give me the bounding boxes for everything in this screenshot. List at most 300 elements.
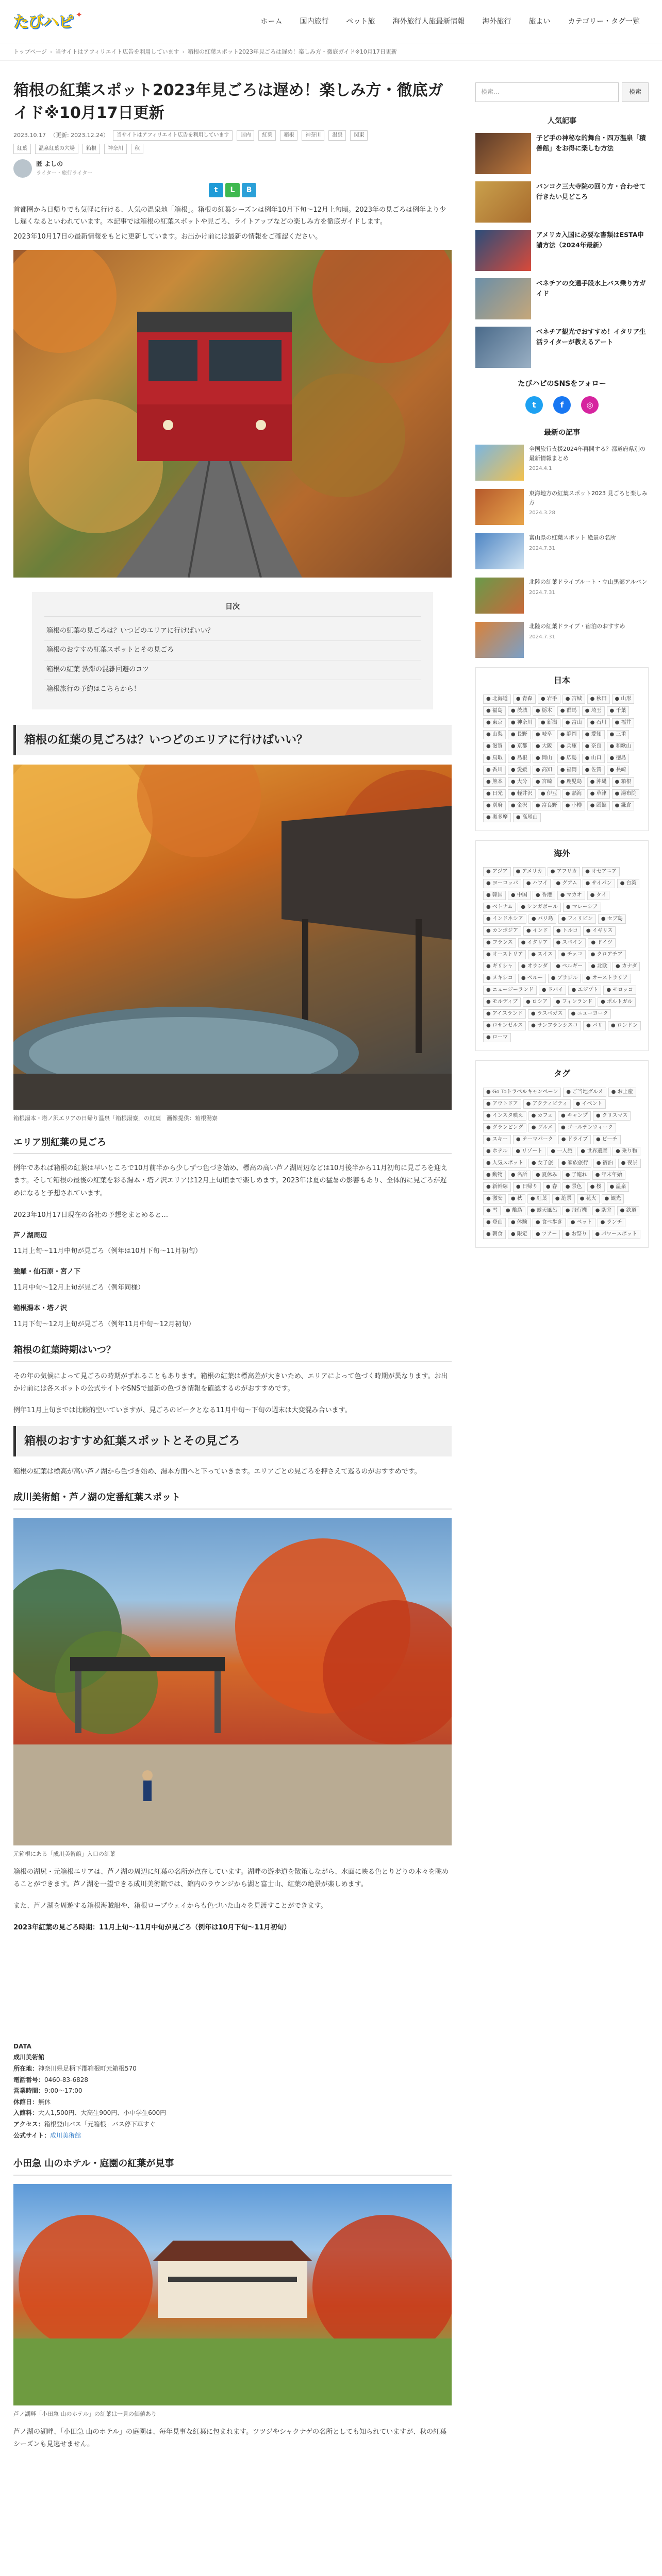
tag-link[interactable]: ● 広島 (557, 754, 580, 763)
tag-link[interactable]: ● シンガポール (518, 903, 560, 912)
tag-link[interactable]: ● 熱海 (562, 789, 585, 799)
tag-link[interactable]: ● 限定 (508, 1230, 531, 1239)
tag-chip[interactable]: 秋 (131, 144, 143, 154)
popular-item[interactable] (475, 181, 649, 223)
new-item[interactable] (475, 489, 649, 525)
breadcrumb-sep: › (50, 48, 53, 55)
toc-item[interactable]: 箱根の紅葉 渋滞の混雑回避のコツ (44, 660, 421, 680)
tag-link[interactable]: ● 山形 (612, 694, 635, 704)
paragraph: 例年11月上旬までは比較的空いていますが、見ごろのピークとなる11月中旬〜下旬の週末は大変混み合います。 (13, 1406, 352, 1415)
tag-link[interactable]: ● 新潟 (538, 718, 560, 727)
sns-title: たびハピのSNSをフォロー (518, 380, 606, 388)
toc-item[interactable]: 箱根のおすすめ紅葉スポットとその見ごろ (44, 641, 421, 660)
tag-link[interactable]: ● 高知 (533, 766, 555, 775)
subsection-heading: 小田急 山のホテル・庭園の紅葉が見事 (13, 2157, 452, 2176)
tag-link[interactable]: ● 軽井沢 (508, 789, 536, 799)
share-buttons (13, 183, 452, 197)
tag-link[interactable]: ● アイスランド (483, 1009, 526, 1019)
tag-link[interactable]: ● インスタ映え (483, 1111, 526, 1121)
photo-museum (13, 1518, 452, 1845)
popular-thumb (475, 133, 531, 174)
new-item-date: 2024.7.31 (529, 545, 555, 551)
tag-chip[interactable]: 温泉紅葉の穴場 (35, 144, 78, 154)
tag-link[interactable]: ● 家族旅行 (558, 1159, 591, 1168)
toc-item[interactable]: 箱根旅行の予約はこちらから！ (46, 685, 141, 693)
nav-tabiyoi[interactable]: 旅よい (528, 17, 551, 26)
tag-link[interactable]: ● 子連れ (562, 1171, 590, 1180)
data-row: 休館日：無休 (13, 2098, 51, 2106)
tag-link[interactable]: ● 湯布院 (612, 789, 640, 799)
paragraph: 2023年10月17日現在の各社の予想をまとめると… (13, 1211, 169, 1219)
tag-chip[interactable]: 箱根 (280, 130, 297, 141)
tag-link[interactable]: ● アジア (483, 867, 511, 876)
new-item[interactable] (475, 445, 649, 481)
tag-link[interactable]: ● 年末年始 (592, 1171, 625, 1180)
nav-pet[interactable]: ペット旅 (346, 17, 375, 26)
paragraph: 箱根の紅葉は標高が高い芦ノ湖から色づき始め、湯本方面へと下っていきます。エリアごとの見ごろを押さえて巡るのがおすすめです。 (13, 1468, 421, 1476)
tag-link[interactable]: ● 桜 (587, 1182, 605, 1192)
tag-link[interactable]: ● 雪 (483, 1206, 501, 1215)
tag-link[interactable]: ● ニュージーランド (483, 986, 537, 995)
official-site-link[interactable]: 成川美術館 (50, 2131, 81, 2139)
breadcrumb-current: 箱根の紅葉スポット2023年見ごろは遅め！楽しみ方・徹底ガイド※10月17日更新 (187, 48, 397, 55)
new-thumb (475, 533, 524, 569)
tag-link[interactable]: ● 岡山 (533, 754, 555, 763)
tag-link[interactable]: ● 佐賀 (582, 766, 605, 775)
post-tags-row2 (13, 144, 452, 154)
tag-link[interactable]: ● ランチ (598, 1218, 625, 1227)
popular-thumb (475, 181, 531, 223)
tag-link[interactable]: ● ツアー (533, 1230, 560, 1239)
tag-link[interactable]: ● ご当地グルメ (563, 1088, 606, 1097)
tag-link[interactable]: ● 日光 (483, 789, 506, 799)
popular-item[interactable] (475, 327, 649, 368)
tag-link[interactable]: ● 草津 (587, 789, 610, 799)
tag-link[interactable]: ● カナダ (613, 962, 640, 971)
tag-link[interactable]: ● 花火 (577, 1194, 600, 1204)
tag-link[interactable]: ● 朝食 (483, 1230, 506, 1239)
tag-link[interactable]: ● 鎌倉 (612, 801, 635, 810)
share-twitter-icon[interactable]: t (209, 183, 223, 197)
tag-link[interactable]: ● イベント (573, 1099, 606, 1109)
tag-link[interactable]: ● マレーシア (563, 903, 601, 912)
breadcrumb-item[interactable]: 当サイトはアフィリエイト広告を利用しています (55, 48, 179, 55)
tag-link[interactable]: ● マカオ (557, 891, 585, 900)
search-button[interactable]: 検索 (622, 82, 649, 102)
tag-link[interactable]: ● 露天風呂 (527, 1206, 560, 1215)
nav-categories[interactable]: カテゴリー・タグ一覧 (568, 17, 640, 26)
tag-link[interactable]: ● 小樽 (562, 801, 585, 810)
tag-chip[interactable]: 神奈川 (104, 144, 127, 154)
popular-item-title[interactable]: 子ど手の神秘な的舞台・四万温泉「積善館」をお得に楽しむ方法 (536, 134, 646, 152)
tag-link[interactable]: ● グルメ (528, 1123, 556, 1132)
tag-link[interactable]: ● 宮崎 (533, 777, 555, 787)
author-name[interactable]: 匿 よしの (36, 160, 63, 168)
tag-link[interactable]: ● ロンドン (608, 1021, 641, 1030)
tag-link[interactable]: ● 長野 (508, 730, 531, 739)
tag-link[interactable]: ● 春 (543, 1182, 560, 1192)
tag-link[interactable]: ● チェコ (558, 950, 586, 959)
tag-link[interactable]: ● 群馬 (557, 706, 580, 716)
logo-star-icon: ✦ (75, 9, 82, 20)
twitter-icon[interactable]: t (525, 396, 543, 414)
tag-link[interactable]: ● ベルギー (553, 962, 586, 971)
breadcrumb-home[interactable]: トップページ (13, 48, 47, 55)
new-item-date: 2024.4.1 (529, 466, 552, 472)
tag-link[interactable]: ● インド (523, 926, 551, 936)
tag-link[interactable]: ● パリ (583, 1021, 606, 1030)
share-hatena-icon[interactable]: B (242, 183, 256, 197)
tag-link[interactable]: ● 愛媛 (508, 766, 531, 775)
photo-caption: 元箱根にある「成川美術館」入口の紅葉 (13, 1851, 115, 1858)
tag-link[interactable]: ● 石川 (587, 718, 610, 727)
hero-photo-train (13, 250, 452, 578)
popular-thumb (475, 230, 531, 271)
facebook-icon[interactable]: f (553, 396, 571, 414)
tag-link[interactable]: ● 宿泊 (593, 1159, 616, 1168)
tag-link[interactable]: ● グアム (553, 879, 580, 888)
new-item[interactable] (475, 622, 649, 658)
tag-link[interactable]: ● カフェ (528, 1111, 556, 1121)
tag-link[interactable]: ● 伊豆 (538, 789, 560, 799)
tag-link[interactable]: ● 山梨 (483, 730, 506, 739)
logo-text: たびハピ (13, 13, 73, 31)
tag-link[interactable]: ● 新幹線 (483, 1182, 511, 1192)
tag-link[interactable]: ● 神奈川 (508, 718, 536, 727)
tag-link[interactable]: ● セブ島 (598, 914, 626, 924)
author-box (13, 159, 452, 178)
tag-link[interactable]: ● ドイツ (588, 938, 615, 947)
area-peak: 11月下旬〜12月上旬が見ごろ（例年11月中旬〜12月初旬） (13, 1320, 195, 1329)
tag-link[interactable]: ● ブラジル (548, 974, 581, 983)
tag-link[interactable]: ● トルコ (553, 926, 581, 936)
tag-link[interactable]: ● 青森 (513, 694, 536, 704)
tag-link[interactable]: ● 福島 (483, 706, 506, 716)
tag-link[interactable]: ● 飛行機 (562, 1206, 590, 1215)
tag-link[interactable]: ● ロシア (523, 997, 551, 1007)
tag-link[interactable]: ● 東京 (483, 718, 506, 727)
tag-link[interactable]: ● アメリカ (513, 867, 545, 876)
tag-link[interactable]: ● 三重 (607, 730, 630, 739)
tag-link[interactable]: ● 世界遺産 (577, 1147, 610, 1156)
new-item-date: 2024.7.31 (529, 634, 555, 640)
tag-link[interactable]: ● 熊本 (483, 777, 506, 787)
sidebar (475, 71, 649, 2460)
tag-link[interactable]: ● 夏休み (533, 1171, 560, 1180)
global-nav (252, 0, 649, 43)
popular-item[interactable] (475, 278, 649, 319)
tag-link[interactable]: ● 富山 (562, 718, 585, 727)
tag-link[interactable]: ● 登山 (483, 1218, 506, 1227)
tag-link[interactable]: ● 高尾山 (513, 813, 541, 822)
tag-link[interactable]: ● 台湾 (617, 879, 640, 888)
popular-item-title[interactable]: バンコク三大寺院の回り方・合わせて行きたい見どころ (536, 182, 646, 200)
tag-link[interactable]: ● 駅弁 (592, 1206, 615, 1215)
tag-link[interactable]: ● ギリシャ (483, 962, 516, 971)
breadcrumb (0, 43, 662, 61)
tag-link[interactable]: ● バリ島 (528, 914, 556, 924)
topic-tags (475, 1060, 649, 1248)
tag-link[interactable]: ● 食べ歩き (533, 1218, 566, 1227)
tag-link[interactable]: ● オーストラリア (583, 974, 631, 983)
tag-link[interactable]: ● ポルトガル (598, 997, 636, 1007)
popular-thumb (475, 278, 531, 319)
tag-link[interactable]: ● 離島 (503, 1206, 525, 1215)
data-row: 入館料：大人1,500円、大高生900円、小中学生600円 (13, 2109, 167, 2117)
tag-link[interactable]: ● 島根 (508, 754, 531, 763)
new-item[interactable] (475, 533, 649, 569)
tag-link[interactable]: ● フィリピン (558, 914, 596, 924)
breadcrumb-sep: › (182, 48, 185, 55)
area-name: 強羅・仙石原・宮ノ下 (13, 1268, 81, 1276)
tag-list (483, 694, 641, 822)
tag-link[interactable]: ● 温泉 (607, 1182, 630, 1192)
tag-link[interactable]: ● 乗り物 (613, 1147, 640, 1156)
data-title: DATA (13, 2042, 31, 2050)
tag-link[interactable]: ● ペット (568, 1218, 595, 1227)
tag-link[interactable]: ● ニューヨーク (568, 1009, 611, 1019)
tag-link[interactable]: ● 香川 (483, 766, 506, 775)
japan-tags (475, 667, 649, 831)
tag-link[interactable]: ● オセアニア (582, 867, 620, 876)
tag-link[interactable]: ● モロッコ (603, 986, 636, 995)
nav-home[interactable]: ホーム (260, 17, 283, 26)
search-input[interactable]: 検索... (475, 82, 619, 102)
tag-link[interactable]: ● ビーチ (593, 1135, 621, 1144)
popular-item-title[interactable]: ベネチアの交通手段水上バス乗り方ガイド (536, 279, 646, 297)
tag-link[interactable]: ● 茨城 (508, 706, 531, 716)
tag-link[interactable]: ● アフリカ (548, 867, 580, 876)
tag-link[interactable]: ● オーストリア (483, 950, 526, 959)
tag-link[interactable]: ● 一人旅 (548, 1147, 575, 1156)
tag-link[interactable]: ● オランダ (518, 962, 551, 971)
photo-caption: 芦ノ湖畔「小田急 山のホテル」の紅葉は一見の価値あり (13, 2411, 157, 2418)
popular-item-title[interactable]: アメリカ入国に必要な書類はESTA申請方法（2024年最新） (536, 231, 644, 249)
tag-link[interactable]: ● 観光 (602, 1194, 624, 1204)
tag-link[interactable]: ● 福井 (612, 718, 635, 727)
tag-link[interactable]: ● 奥多摩 (483, 813, 511, 822)
tag-link[interactable]: ● 大阪 (533, 742, 555, 751)
photo-caption: 箱根湯本・塔ノ沢エリアの日帰り温泉「箱根湯寮」の紅葉 画像提供：箱根湯寮 (13, 1115, 218, 1122)
tag-link[interactable]: ● お祭り (562, 1230, 590, 1239)
tag-link[interactable]: ● ドライブ (558, 1135, 591, 1144)
data-row: アクセス：箱根登山バス「元箱根」バス停下車すぐ (13, 2121, 156, 2128)
tag-link[interactable]: ● 女子旅 (528, 1159, 556, 1168)
world-tags (475, 840, 649, 1052)
intro-text-2: 2023年10月17日の最新情報をもとに更新しています。お出かけ前には最新の情報をご確認ください。 (13, 232, 322, 241)
tag-link[interactable]: ● 鳥取 (483, 754, 506, 763)
tag-link[interactable]: ● 鹿児島 (557, 777, 585, 787)
new-item-date: 2024.3.28 (529, 510, 555, 516)
tag-link[interactable]: ● 函館 (587, 801, 610, 810)
tag-chip[interactable]: 箱根 (82, 144, 100, 154)
world-tags-title: 海外 (553, 848, 570, 858)
tag-link[interactable]: ● クリスマス (593, 1111, 631, 1121)
tag-link[interactable]: ● 中国 (508, 891, 531, 900)
popular-item[interactable] (475, 230, 649, 271)
tag-link[interactable]: ● クロアチア (588, 950, 626, 959)
tag-link[interactable]: ● 激安 (483, 1194, 506, 1204)
tag-link[interactable]: ● リゾート (512, 1147, 545, 1156)
tag-link[interactable]: ● アクティビティ (523, 1099, 571, 1109)
nav-overseas[interactable]: 海外旅行 (482, 17, 511, 26)
tag-link[interactable]: ● イタリア (518, 938, 551, 947)
tag-link[interactable]: ● 鉄道 (617, 1206, 640, 1215)
tag-link[interactable]: ● イギリス (583, 926, 616, 936)
tag-link[interactable]: ● テーマパーク (513, 1135, 556, 1144)
tag-link[interactable]: ● 景色 (562, 1182, 585, 1192)
tag-link[interactable]: ● ゴールデンウィーク (558, 1123, 616, 1132)
nav-overseas-news[interactable]: 海外旅行人旅最新情報 (392, 17, 465, 26)
data-name: 成川美術館 (13, 2054, 45, 2061)
tag-list (483, 867, 641, 1042)
tag-link[interactable]: ● 長崎 (607, 766, 630, 775)
paragraph: その年の気候によって見ごろの時期がずれることもあります。箱根の紅葉は標高差が大きいため、エリアによって色づく時期が異なります。お出かけ前には各スポットの公式サイトやSNSで最新の色づき情報を確認するのがおすすめです。 (13, 1372, 448, 1393)
tag-link[interactable]: ● パワースポット (592, 1230, 640, 1239)
tag-link[interactable]: ● 絶景 (552, 1194, 575, 1204)
data-row: 所在地：神奈川県足柄下郡箱根町元箱根570 (13, 2065, 137, 2073)
tag-link[interactable]: ● グランピング (483, 1123, 526, 1132)
tag-link[interactable]: ● インドネシア (483, 914, 526, 924)
area-name: 箱根湯本・塔ノ沢 (13, 1304, 68, 1313)
tag-link[interactable]: ● 沖縄 (587, 777, 610, 787)
tag-link[interactable]: ● カンボジア (483, 926, 521, 936)
tag-link[interactable]: ● フランス (483, 938, 516, 947)
tag-link[interactable]: ● 体験 (508, 1218, 531, 1227)
tag-link[interactable]: ● 動物 (483, 1171, 506, 1180)
nav-domestic[interactable]: 国内旅行 (300, 17, 329, 26)
tag-link[interactable]: ● モルディブ (483, 997, 521, 1007)
tag-link[interactable]: ● ヨーロッパ (483, 879, 521, 888)
tag-link[interactable]: ● 香港 (533, 891, 555, 900)
tag-link[interactable]: ● スペイン (553, 938, 586, 947)
area-name: 芦ノ湖周辺 (13, 1231, 47, 1240)
tag-link[interactable]: ● 紅葉 (527, 1194, 550, 1204)
tag-link[interactable]: ● 別府 (483, 801, 506, 810)
paragraph: 例年であれば箱根の紅葉は早いところで10月前半から少しずつ色づき始め、標高の高い芦ノ湖周辺などは10月後半から11月初旬に見ごろを迎えます。そして箱根の最後の紅葉を彩る湯本・塔ノ沢エリアは12月上旬頃まで楽しめます。2023年は夏の猛暑の影響もあり、全体的に見ごろが遅めになると予想されています。 (13, 1164, 448, 1197)
tag-link[interactable]: ● ハワイ (523, 879, 551, 888)
tag-link[interactable]: ● 徳島 (607, 754, 630, 763)
tag-link[interactable]: ● 埼玉 (582, 706, 605, 716)
tag-link[interactable]: ● スキー (483, 1135, 511, 1144)
tag-link[interactable]: ● 人気スポット (483, 1159, 526, 1168)
tag-link[interactable]: ● 山口 (582, 754, 605, 763)
tag-link[interactable]: ● ペルー (518, 974, 546, 983)
paragraph: 箱根の湖尻・元箱根エリアは、芦ノ湖の周辺に紅葉の名所が点在しています。湖畔の遊歩道を散策しながら、水面に映る色とりどりの木々を眺めることができます。芦ノ湖を一望できる成川美術館では、館内のラウンジから湖と富士山、紅葉の絶景が楽しめます。 (13, 1868, 449, 1888)
tag-link[interactable]: ● Go Toトラベルキャンペーン (483, 1088, 561, 1097)
tag-link[interactable]: ● 千葉 (607, 706, 630, 716)
tag-link[interactable]: ● ドバイ (539, 986, 567, 995)
toc-item[interactable]: 箱根の紅葉の見ごろは？いつどのエリアに行けばいい？ (44, 622, 421, 641)
tag-link[interactable]: ● 秋 (508, 1194, 525, 1204)
tag-chip[interactable]: 紅葉 (13, 144, 31, 154)
tag-link[interactable]: ● タイ (587, 891, 610, 900)
new-item-title[interactable]: 東海地方の紅葉スポット2023 見ごろと楽しみ方 (529, 490, 648, 506)
tag-link[interactable]: ● スイス (528, 950, 556, 959)
tag-link[interactable]: ● キャンプ (558, 1111, 591, 1121)
tag-link[interactable]: ● サンフランシスコ (528, 1021, 581, 1030)
tag-chip[interactable]: 神奈川 (302, 130, 324, 141)
tag-link[interactable]: ● お土産 (608, 1088, 636, 1097)
tag-link[interactable]: ● 宮城 (562, 694, 585, 704)
tag-link[interactable]: ● ホテル (483, 1147, 510, 1156)
tag-link[interactable]: ● 名所 (508, 1171, 531, 1180)
site-logo[interactable] (13, 7, 86, 36)
tag-chip[interactable]: 国内 (237, 130, 254, 141)
intro-text: 首都圏から日帰りでも気軽に行ける、人気の温泉地「箱根」。箱根の紅葉シーズンは例年10月下旬〜12月上旬頃。2023年の見ごろは例年より少し遅くなるといわれています。本記事では箱根の紅葉スポットや見ごろ、ライトアップなどの楽しみ方を徹底ガイドします。 (13, 206, 446, 226)
tag-link[interactable]: ● 愛知 (582, 730, 605, 739)
subsection-heading: 箱根の紅葉時期はいつ？ (13, 1343, 452, 1362)
tag-link[interactable]: ● 和歌山 (607, 742, 635, 751)
popular-thumb (475, 327, 531, 368)
data-row: 公式サイト：成川美術館 (13, 2131, 81, 2139)
tag-link[interactable]: ● エジプト (568, 986, 601, 995)
tag-link[interactable]: ● 静岡 (557, 730, 580, 739)
new-item-title[interactable]: 富山県の紅葉スポット 絶景の名所 (529, 534, 616, 541)
paragraph: また、芦ノ湖を周遊する箱根海賊船や、箱根ロープウェイからも色づいた山々を見渡すことができます。 (13, 1902, 327, 1910)
tag-link[interactable]: ● 福岡 (557, 766, 580, 775)
tag-link[interactable]: ● ローマ (483, 1033, 511, 1042)
tag-link[interactable]: ● 富良野 (533, 801, 560, 810)
table-of-contents (32, 592, 433, 709)
tag-link[interactable]: ● 秋田 (587, 694, 610, 704)
tag-link[interactable]: ● 岩手 (538, 694, 560, 704)
tag-link[interactable]: ● メキシコ (483, 974, 516, 983)
spot-data (13, 2041, 452, 2141)
new-item-title[interactable]: 北陸の紅葉ドライブ・宿泊のおすすめ (529, 623, 625, 630)
tag-link[interactable]: ● 大分 (508, 777, 531, 787)
post-meta (13, 130, 452, 141)
tag-link[interactable]: ● 京都 (508, 742, 531, 751)
new-item[interactable] (475, 578, 649, 614)
tag-link[interactable]: ● 滋賀 (483, 742, 506, 751)
tag-link[interactable]: ● 兵庫 (557, 742, 580, 751)
tag-link[interactable]: ● 北欧 (588, 962, 610, 971)
popular-item[interactable] (475, 133, 649, 174)
tag-chip[interactable]: 紅葉 (258, 130, 276, 141)
tag-link[interactable]: ● 岐阜 (533, 730, 555, 739)
tag-link[interactable]: ● 夜景 (618, 1159, 641, 1168)
subsection-heading: 成川美術館・芦ノ湖の定番紅葉スポット (13, 1490, 452, 1510)
tag-link[interactable]: ● ラスベガス (528, 1009, 566, 1019)
tag-link[interactable]: ● 韓国 (483, 891, 506, 900)
new-item-title[interactable]: 全国旅行支援2024年再開する？都道府県別の最新情報まとめ (529, 446, 646, 462)
tag-link[interactable]: ● 日帰り (513, 1182, 541, 1192)
tag-link[interactable]: ● サイパン (583, 879, 615, 888)
tag-link[interactable]: ● フィンランド (553, 997, 595, 1007)
new-title: 最新の記事 (544, 428, 580, 437)
instagram-icon[interactable]: ◎ (581, 396, 599, 414)
tag-link[interactable]: ● 箱根 (612, 777, 635, 787)
tag-link[interactable]: ● 奈良 (582, 742, 605, 751)
tag-link[interactable]: ● 北海道 (483, 694, 511, 704)
tag-link[interactable]: ● アウトドア (483, 1099, 521, 1109)
tag-chip[interactable]: 関東 (350, 130, 368, 141)
tag-chip[interactable]: 当サイトはアフィリエイト広告を利用しています (113, 130, 233, 141)
main-content (13, 71, 452, 2460)
data-row: 電話番号：0460-83-6828 (13, 2076, 89, 2083)
area-peak: 11月上旬〜11月中旬が見ごろ（例年は10月下旬〜11月初旬） (13, 1247, 202, 1256)
new-thumb (475, 445, 524, 481)
new-item-title[interactable]: 北陸の紅葉ドライブルート・立山黒部アルペン (529, 579, 648, 586)
tag-chip[interactable]: 温泉 (328, 130, 346, 141)
tag-link[interactable]: ● 栃木 (533, 706, 555, 716)
popular-item-title[interactable]: ベネチア観光でおすすめ！イタリア生活ライターが教えるアート (536, 328, 646, 346)
tag-link[interactable]: ● 金沢 (508, 801, 531, 810)
tag-link[interactable]: ● ベトナム (483, 903, 516, 912)
tag-link[interactable]: ● ロサンゼルス (483, 1021, 526, 1030)
share-line-icon[interactable]: L (225, 183, 240, 197)
